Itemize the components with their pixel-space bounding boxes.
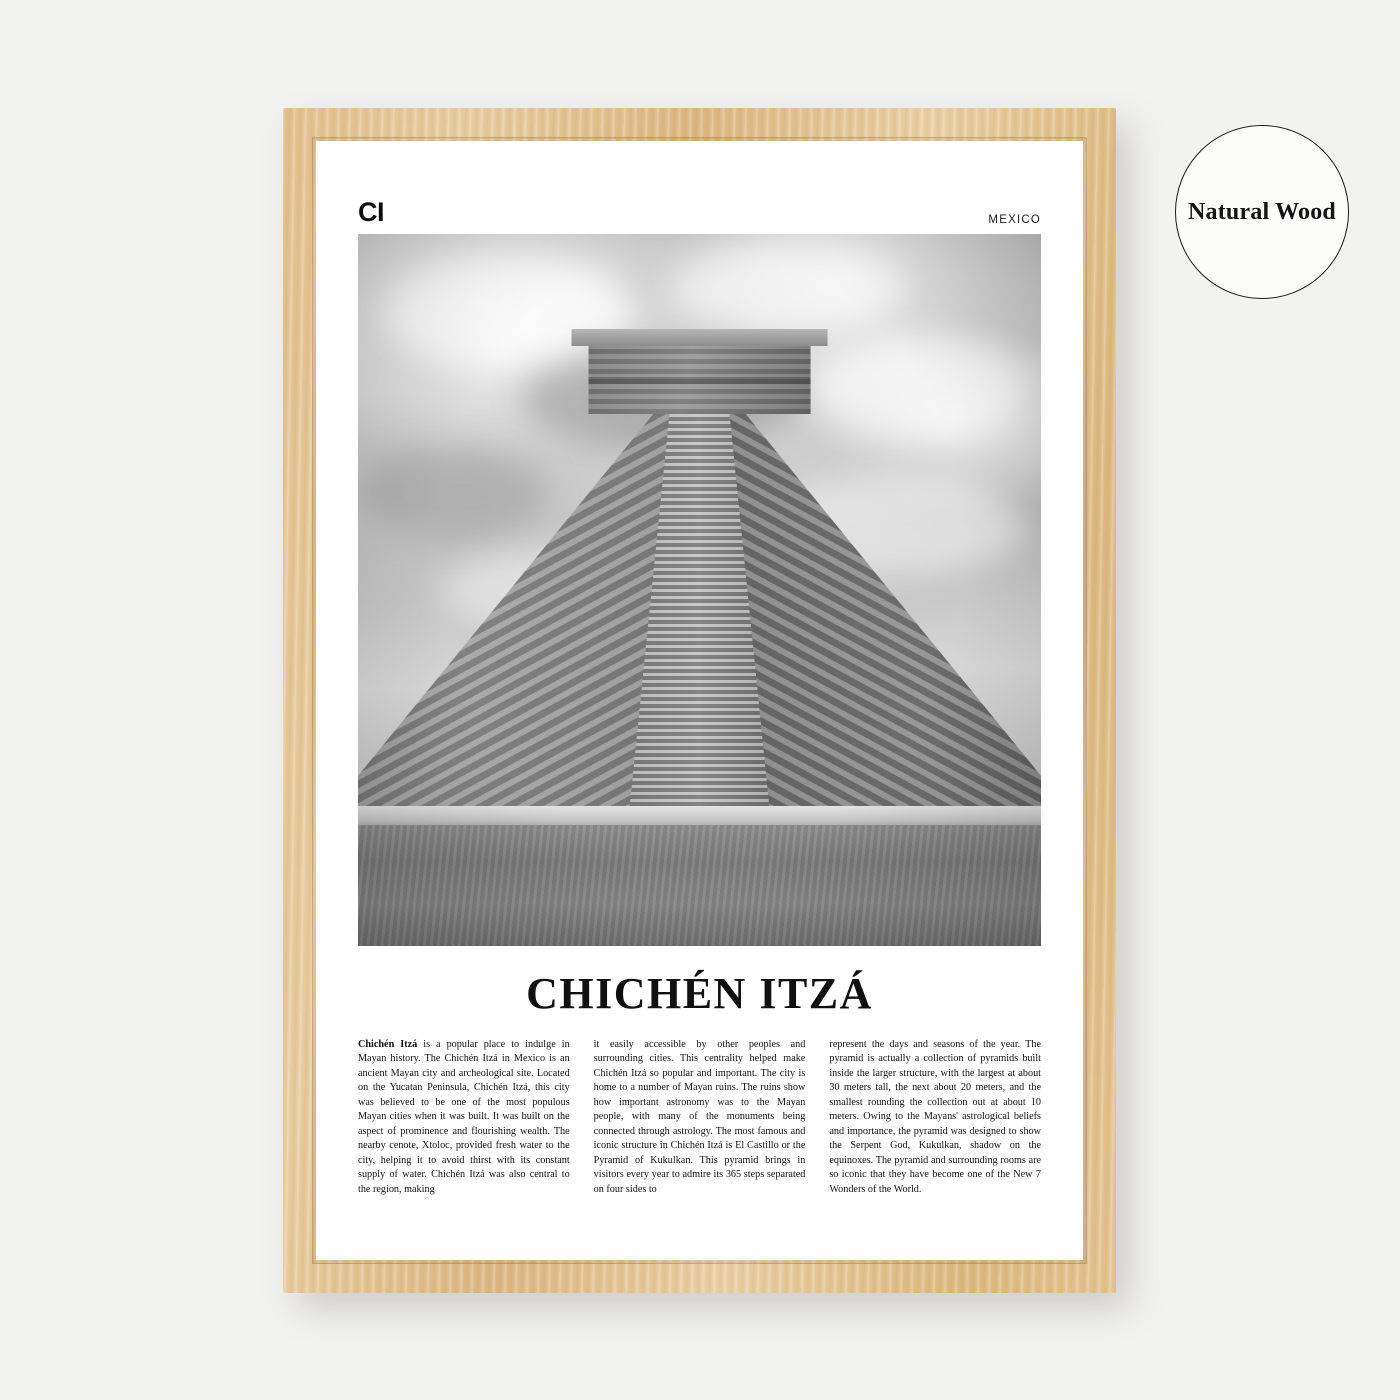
poster-header [358,199,1041,234]
poster-photo [358,234,1041,946]
frame-mat [316,141,1083,1260]
poster-country-label: MEXICO [988,213,1041,226]
temple-band [589,377,810,384]
poster [358,199,1041,1212]
body-lead-in: Chichén Itzá [358,1039,418,1050]
body-column-1-text: is a popular place to indulge in Mayan history. The Chichén Itzá in Mexico is an ancient Mayan city and archeological site. Located on the Yucatan Peninsula, Chichén Itzá, this city was believed to be one of the most populous Mayan cities when it was built. It was built on the aspect of prominence and flourishing wealth. The nearby cenote, Xtoloc, provided fresh water to the city, helping it to avoid thirst with its constant supply of water. Chichén Itzá was also central to the region, making [358,1039,570,1195]
pyramid-temple [589,338,810,413]
poster-monogram: CI [358,197,384,227]
poster-title: CHICHÉN ITZÁ [526,969,873,1018]
picture-frame [283,108,1116,1293]
material-badge-label: Natural Wood [1188,198,1336,225]
cloud-shape [672,241,904,334]
temple-roof [571,329,828,346]
material-badge [1175,125,1349,299]
body-column-2: it easily accessible by other peoples and surrounding cities. This centrality helped make Chichén Itzá so popular and important. The city is home to a number of Mayan ruins. The ruins show how important astronomy was to the Mayan people, with many of the monuments being connected through astrology. The most famous and iconic structure in Chichén Itzá is El Castillo or the Pyramid of Kukulkan. This pyramid brings in visitors every year to admire its 365 steps separated on four sides to [593,1039,806,1195]
body-column-3: represent the days and seasons of the year. The pyramid is actually a collection of pyramids built inside the larger structure, with the largest at about 30 meters tall, the next about 20 meters, and the smallest rounding the collection out at about 10 meters. Owing to the Mayans' astrological beliefs and importance, the pyramid was designed to show the Serpent God, Kukulkan, shadow on the equinoxes. The pyramid and surrounding rooms are so iconic that they have become one of the New 7 Wonders of the World. [829,1039,1042,1195]
poster-body [358,1038,1041,1197]
pyramid [358,339,1041,809]
body-column-1 [358,1038,570,1197]
grass-field [358,825,1041,946]
